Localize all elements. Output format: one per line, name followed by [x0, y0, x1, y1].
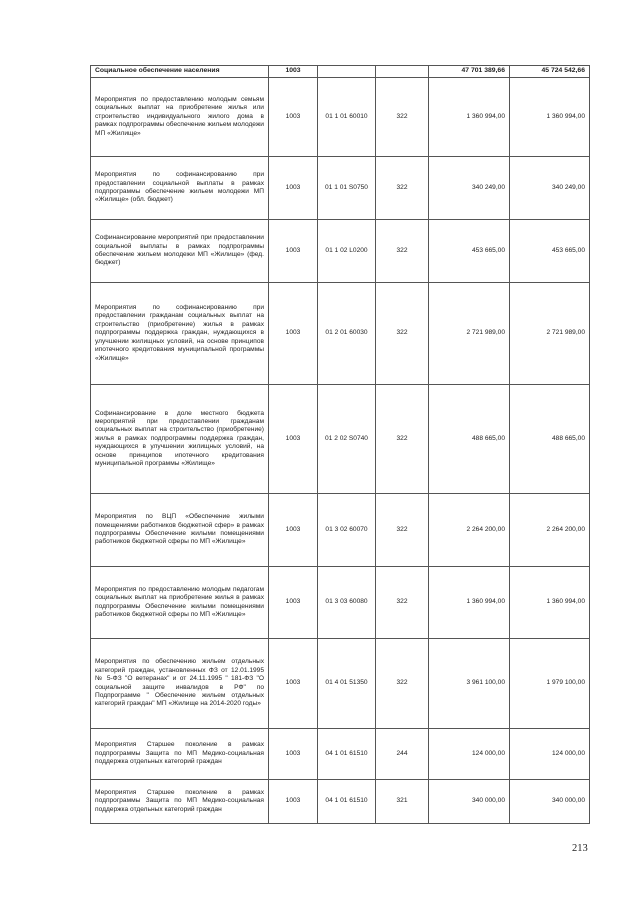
row-target-article: 01 2 02 S0740	[318, 385, 376, 494]
row-expense-type: 321	[376, 780, 429, 824]
row-amount-1: 1 360 994,00	[429, 567, 510, 639]
section-vr	[376, 66, 429, 78]
section-sum-1: 47 701 389,66	[429, 66, 510, 78]
row-expense-type: 322	[376, 157, 429, 220]
row-section-code: 1003	[269, 157, 318, 220]
row-description: Мероприятия по обеспечению жильем отдельных категорий граждан, установленных ФЗ от 12.01.1995 № 5-ФЗ "О ветеранах" и от 24.11.1995 " 181-ФЗ "О социальной защите инвалидов в РФ" по Подпрограмме " Обеспечение жильем отдельных категорий граждан" МП «Жилище на 2014-2020 годы»	[91, 639, 269, 729]
row-amount-1: 2 264 200,00	[429, 494, 510, 567]
row-expense-type: 322	[376, 283, 429, 385]
table-row	[91, 567, 590, 639]
row-target-article: 04 1 01 61510	[318, 780, 376, 824]
row-description: Мероприятия по софинансированию при предоставлении социальной выплаты в рамках подпрограммы обеспечение жильем молодежи МП «Жилище» (обл. бюджет)	[91, 157, 269, 220]
table-row	[91, 639, 590, 729]
table-row	[91, 157, 590, 220]
table-row	[91, 729, 590, 780]
row-expense-type: 322	[376, 639, 429, 729]
row-description: Софинансирование в доле местного бюджета мероприятий при предоставлении гражданам социальных выплат на строительство (приобретение) жилья в рамках подпрограммы поддержка граждан, нуждающихся в улучшении жилищных условий, на основе принципов ипотечного кредитования муниципальной программы «Жилище»	[91, 385, 269, 494]
row-expense-type: 322	[376, 78, 429, 157]
page-number: 213	[572, 843, 588, 854]
row-target-article: 01 1 01 S0750	[318, 157, 376, 220]
table-row	[91, 283, 590, 385]
row-target-article: 01 3 03 60080	[318, 567, 376, 639]
row-description: Мероприятия Старшее поколение в рамках подпрограммы Защита по МП Медико-социальная поддержка отдельных категорий граждан	[91, 780, 269, 824]
row-amount-1: 2 721 989,00	[429, 283, 510, 385]
row-section-code: 1003	[269, 639, 318, 729]
table-row	[91, 494, 590, 567]
row-expense-type: 322	[376, 494, 429, 567]
row-description: Софинансирование мероприятий при предоставлении социальной выплаты в рамках подпрограммы обеспечение жильем молодежи МП «Жилище» (фед. бюджет)	[91, 220, 269, 283]
row-amount-2: 453 665,00	[510, 220, 590, 283]
row-section-code: 1003	[269, 385, 318, 494]
row-section-code: 1003	[269, 729, 318, 780]
row-amount-2: 2 264 200,00	[510, 494, 590, 567]
row-expense-type: 244	[376, 729, 429, 780]
table-row	[91, 780, 590, 824]
row-expense-type: 322	[376, 385, 429, 494]
budget-table	[90, 65, 590, 824]
row-section-code: 1003	[269, 567, 318, 639]
row-amount-2: 2 721 989,00	[510, 283, 590, 385]
section-sum-2: 45 724 542,66	[510, 66, 590, 78]
row-target-article: 01 4 01 51350	[318, 639, 376, 729]
row-amount-2: 124 000,00	[510, 729, 590, 780]
row-amount-2: 488 665,00	[510, 385, 590, 494]
section-csr	[318, 66, 376, 78]
row-amount-1: 340 249,00	[429, 157, 510, 220]
row-amount-1: 1 360 994,00	[429, 78, 510, 157]
row-expense-type: 322	[376, 567, 429, 639]
table-row	[91, 385, 590, 494]
row-amount-1: 340 000,00	[429, 780, 510, 824]
row-target-article: 01 2 01 60030	[318, 283, 376, 385]
row-description: Мероприятия по ВЦП «Обеспечение жилыми помещениями работников бюджетной сфер» в рамках подпрограммы Обеспечение жилыми помещениями работников бюджетной сферы по МП «Жилище»	[91, 494, 269, 567]
row-amount-1: 488 665,00	[429, 385, 510, 494]
row-amount-2: 1 360 994,00	[510, 567, 590, 639]
row-section-code: 1003	[269, 780, 318, 824]
row-section-code: 1003	[269, 494, 318, 567]
row-amount-2: 1 979 100,00	[510, 639, 590, 729]
table-row	[91, 220, 590, 283]
section-title: Социальное обеспечение населения	[91, 66, 269, 78]
row-amount-2: 1 360 994,00	[510, 78, 590, 157]
row-amount-1: 3 961 100,00	[429, 639, 510, 729]
row-description: Мероприятия по предоставлению молодым педагогам социальных выплат на приобретение жилья в рамках подпрограммы Обеспечение жилыми помещениями работников бюджетной сферы по МП «Жилище»	[91, 567, 269, 639]
section-header-row	[91, 66, 590, 78]
row-target-article: 04 1 01 61510	[318, 729, 376, 780]
row-section-code: 1003	[269, 283, 318, 385]
row-target-article: 01 1 02 L0200	[318, 220, 376, 283]
row-expense-type: 322	[376, 220, 429, 283]
row-description: Мероприятия Старшее поколение в рамках подпрограммы Защита по МП Медико-социальная поддержка отдельных категорий граждан	[91, 729, 269, 780]
row-amount-1: 124 000,00	[429, 729, 510, 780]
table-row	[91, 78, 590, 157]
row-description: Мероприятия по софинансированию при предоставлении гражданам социальных выплат на строительство (приобретение) жилья в рамках подпрограммы поддержка граждан, нуждающихся в улучшении жилищных условий, на основе принципов ипотечного кредитования муниципальной программы «Жилище»	[91, 283, 269, 385]
row-amount-2: 340 000,00	[510, 780, 590, 824]
row-amount-2: 340 249,00	[510, 157, 590, 220]
row-target-article: 01 1 01 60010	[318, 78, 376, 157]
section-code: 1003	[269, 66, 318, 78]
row-section-code: 1003	[269, 220, 318, 283]
row-section-code: 1003	[269, 78, 318, 157]
row-target-article: 01 3 02 60070	[318, 494, 376, 567]
row-description: Мероприятия по предоставлению молодым семьям социальных выплат на приобретение жилья или строительство индивидуального жилого дома в рамках подпрограммы обеспечение жильем молодежи МП «Жилище»	[91, 78, 269, 157]
row-amount-1: 453 665,00	[429, 220, 510, 283]
